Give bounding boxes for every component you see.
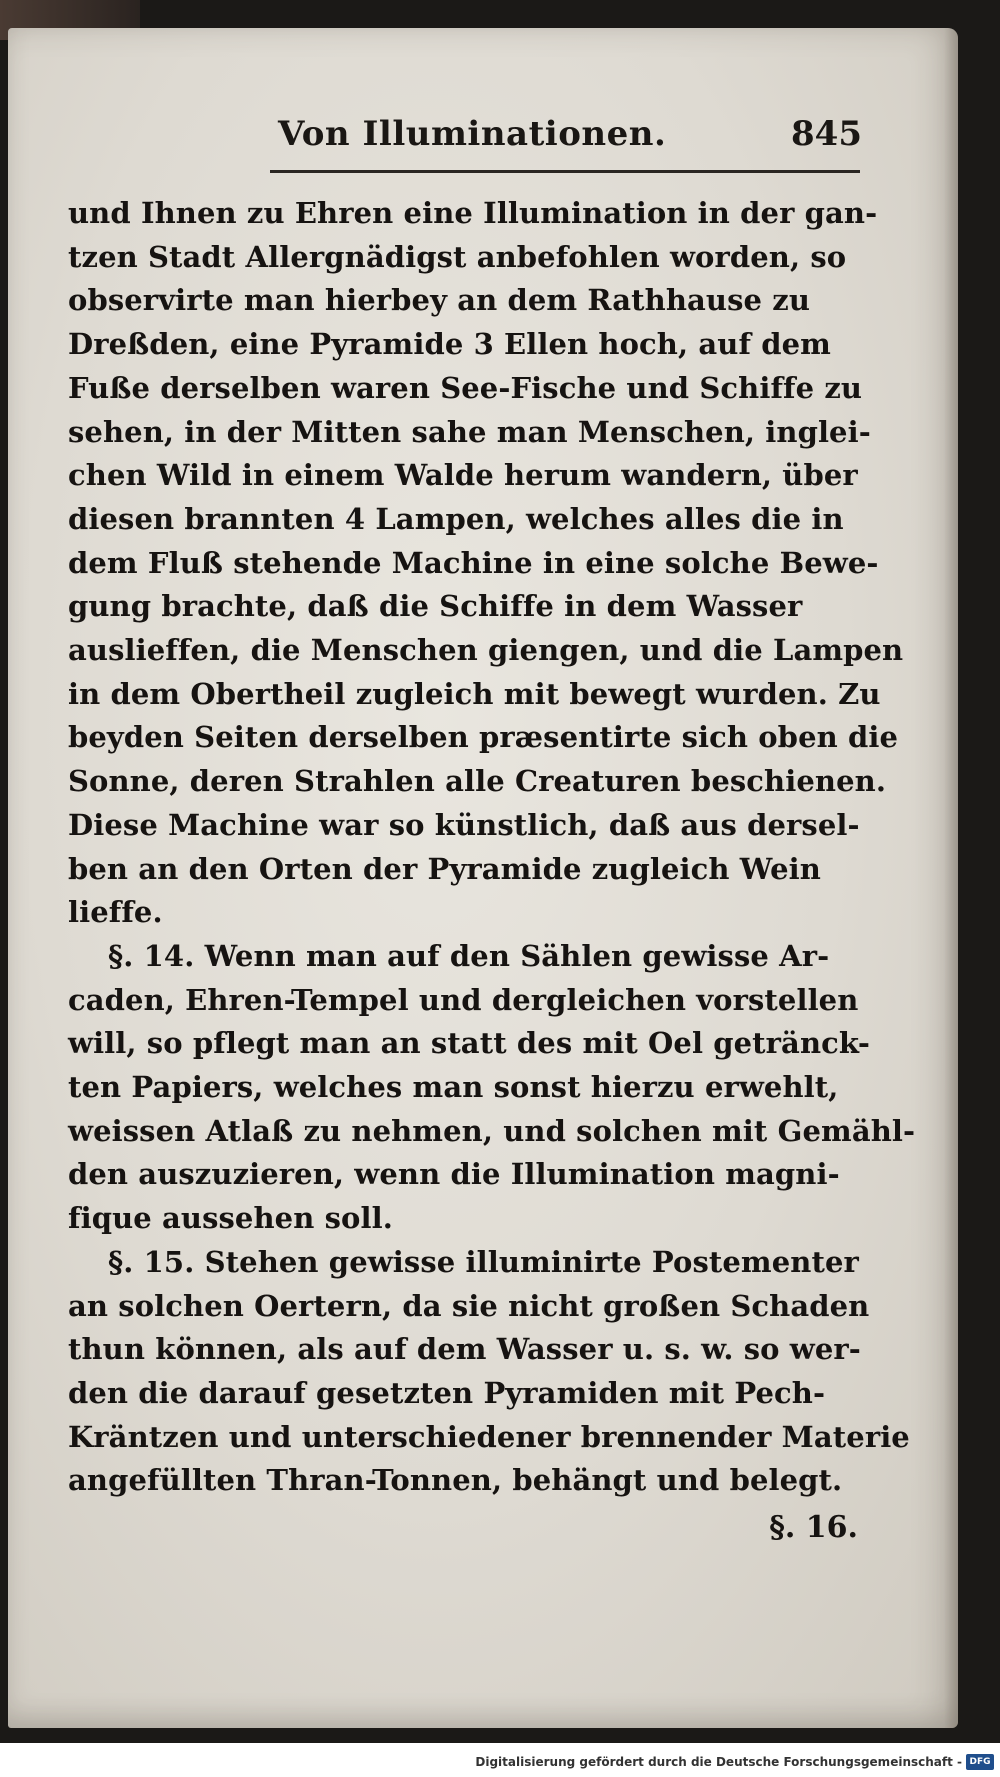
text-line: und Ihnen zu Ehren eine Illumination in der gan-	[68, 196, 878, 230]
text-line: Dreßden, eine Pyramide 3 Ellen hoch, auf dem	[68, 327, 831, 362]
dfg-logo-icon: DFG	[966, 1754, 994, 1770]
header-rule	[270, 170, 860, 173]
paragraph-15-start: §. 15. Stehen gewisse illuminirte Postementer	[108, 1244, 859, 1279]
text-line: den auszuzieren, wenn die Illumination magni-	[68, 1157, 840, 1192]
text-line: angefüllten Thran-Tonnen, behängt und belegt.	[68, 1463, 843, 1498]
text-line: observirte man hierbey an dem Rathhause zu	[68, 283, 811, 318]
text-line: thun können, als auf dem Wasser u. s. w. so wer-	[68, 1332, 861, 1367]
running-title: Von Illuminationen.	[278, 114, 667, 154]
text-line: auslieffen, die Menschen giengen, und die Lampen	[68, 633, 904, 668]
page-number: 845	[791, 114, 862, 154]
text-line: caden, Ehren-Tempel und dergleichen vorstellen	[68, 982, 859, 1017]
book-page	[8, 28, 958, 1728]
page-edge-shadow	[944, 28, 958, 1728]
catchword: §. 16.	[769, 1510, 858, 1545]
text-line: chen Wild in einem Walde herum wandern, über	[68, 458, 858, 493]
text-line: sehen, in der Mitten sahe man Menschen, inglei-	[68, 414, 871, 449]
text-line: weissen Atlaß zu nehmen, und solchen mit Gemähl-	[68, 1113, 916, 1148]
text-line: ben an den Orten der Pyramide zugleich Wein	[68, 851, 821, 886]
text-line: lieffe.	[68, 895, 163, 930]
text-line: Fuße derselben waren See-Fische und Schiffe zu	[68, 370, 863, 405]
body-text	[68, 192, 916, 1503]
text-line: den die darauf gesetzten Pyramiden mit Pech-	[68, 1375, 826, 1410]
text-line: gung brachte, daß die Schiffe in dem Wasser	[68, 589, 803, 624]
paragraph-14-start: §. 14. Wenn man auf den Sählen gewisse Ar-	[108, 938, 830, 973]
text-line: dem Fluß stehende Machine in eine solche Bewe-	[68, 545, 879, 580]
digitization-footer	[0, 1743, 1000, 1777]
text-line: fique aussehen soll.	[68, 1201, 393, 1236]
text-line: beyden Seiten derselben præsentirte sich oben die	[68, 720, 899, 755]
running-head	[270, 112, 870, 172]
footer-credit: Digitalisierung gefördert durch die Deutsche Forschungsgemeinschaft -	[475, 1755, 962, 1769]
text-line: will, so pflegt man an statt des mit Oel getränck-	[68, 1026, 871, 1061]
text-line: Diese Machine war so künstlich, daß aus dersel-	[68, 807, 860, 842]
text-line: ten Papiers, welches man sonst hierzu erwehlt,	[68, 1070, 839, 1105]
text-line: in dem Obertheil zugleich mit bewegt wurden. Zu	[68, 676, 881, 711]
text-line: an solchen Oertern, da sie nicht großen Schaden	[68, 1288, 870, 1323]
text-line: Kräntzen und unterschiedener brennender Materie	[68, 1419, 910, 1454]
text-line: tzen Stadt Allergnädigst anbefohlen worden, so	[68, 239, 847, 274]
text-line: Sonne, deren Strahlen alle Creaturen beschienen.	[68, 764, 887, 799]
text-line: diesen brannten 4 Lampen, welches alles die in	[68, 501, 844, 536]
